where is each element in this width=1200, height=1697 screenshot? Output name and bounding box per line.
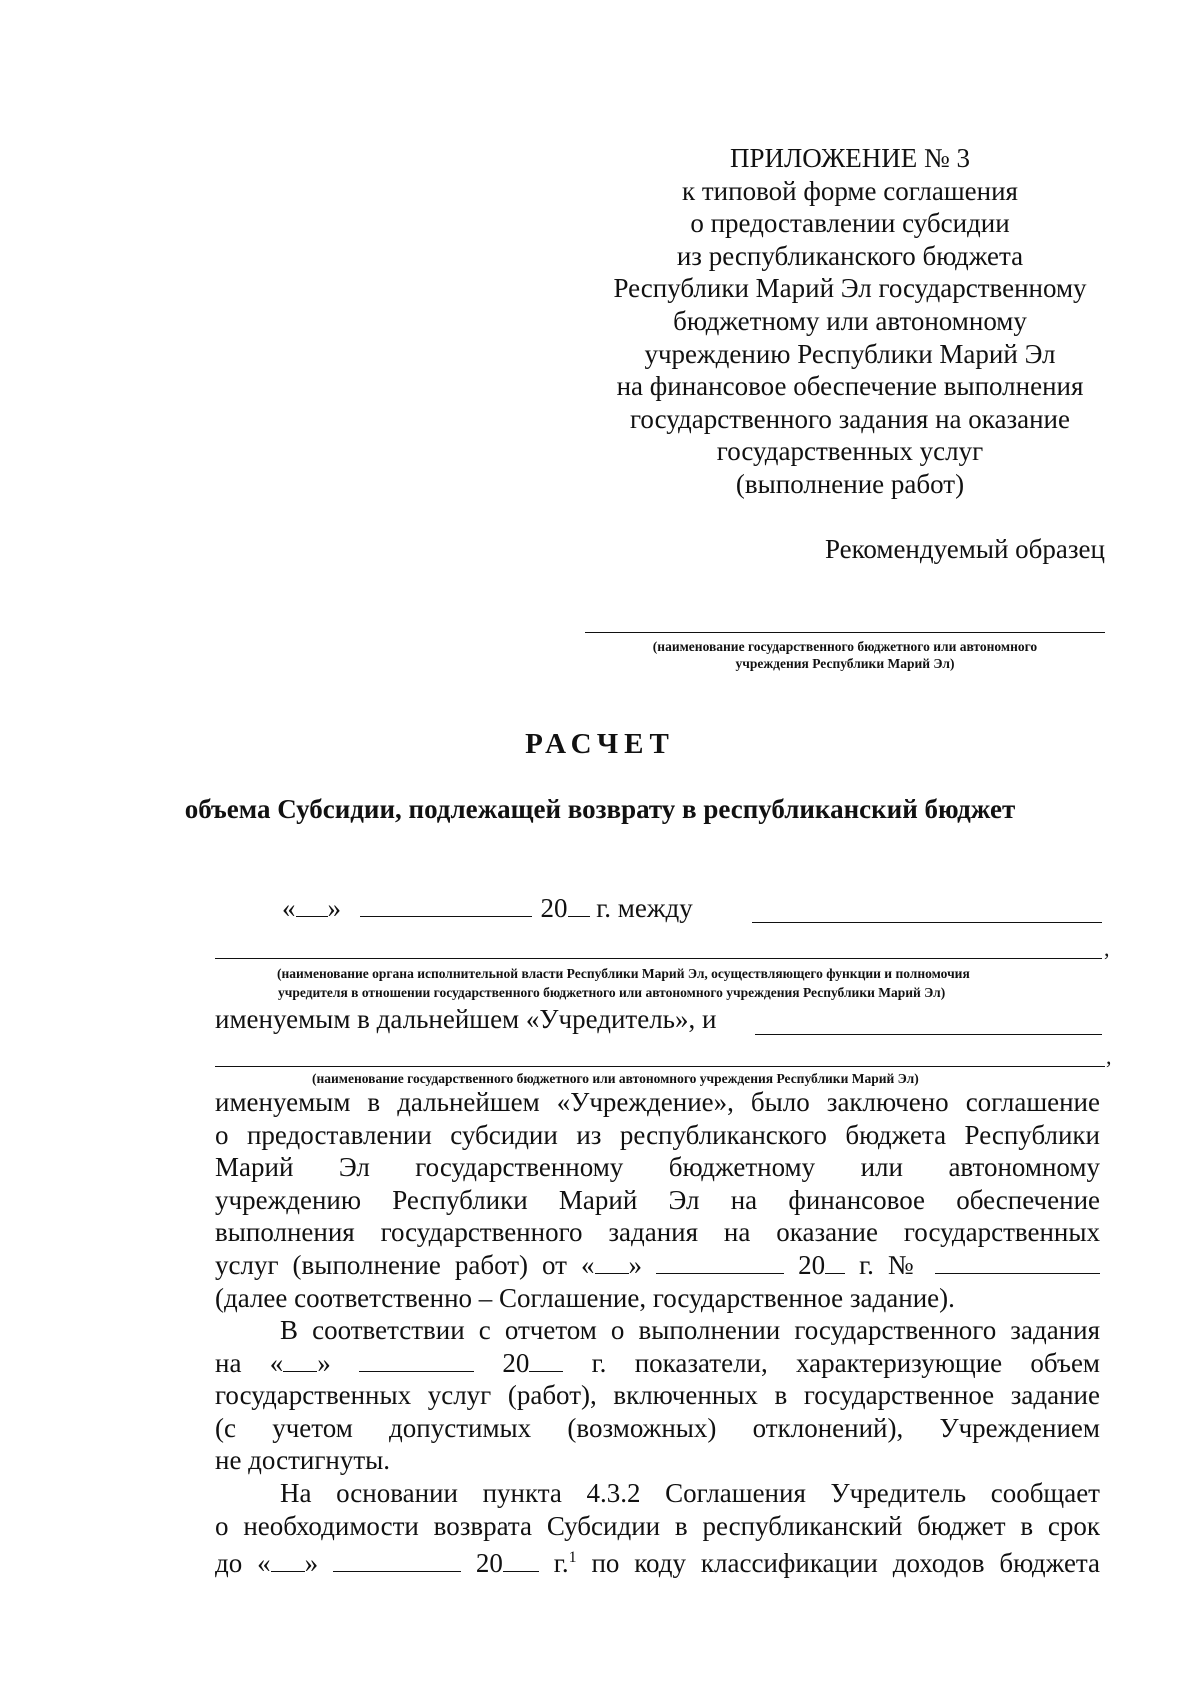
text-segment: г. № (859, 1249, 921, 1280)
appendix-line: на финансовое обеспечение выполнения (616, 371, 1084, 402)
appendix-line: из республиканского бюджета (676, 240, 1024, 271)
report-month-field[interactable] (359, 1347, 474, 1372)
paragraph-return (215, 1477, 1100, 1580)
appendix-line: государственного задания на оказание (630, 403, 1070, 434)
text-segment: » (304, 1548, 319, 1579)
text-line: Марий Эл государственному бюджетному или автономному (215, 1152, 1100, 1183)
appendix-header (575, 142, 1125, 501)
document-title: РАСЧЕТ (525, 728, 675, 760)
text-segment: 20 (475, 1548, 503, 1579)
text-line: учреждению Республики Марий Эл на финансовое обеспечение (215, 1184, 1100, 1215)
text-line (215, 1249, 1100, 1282)
appendix-line: Республики Марий Эл государственному (613, 273, 1087, 304)
text-segment: услуг (выполнение работ) от « (215, 1249, 595, 1280)
text-line: На основании пункта 4.3.2 Соглашения Учредитель сообщает (280, 1478, 1100, 1508)
date-suffix: г. между (596, 893, 693, 923)
date-line (282, 892, 693, 924)
text-segment: г. показатели, характеризующие объем (591, 1347, 1101, 1378)
month-field[interactable] (360, 892, 532, 917)
text-line: государственных услуг (работ), включенных в государственное задание (215, 1380, 1100, 1411)
institution-party-field[interactable] (755, 1034, 1102, 1035)
day-field[interactable] (296, 892, 328, 917)
text-line: выполнения государственного задания на оказание государственных (215, 1217, 1100, 1248)
text-line: В соответствии с отчетом о выполнении государственного задания (280, 1315, 1100, 1345)
text-line: о необходимости возврата Субсидии в республиканский бюджет в срок (215, 1510, 1100, 1541)
text-segment: по коду классификации доходов бюджета (591, 1548, 1101, 1579)
text-segment (554, 1548, 577, 1578)
agreement-month-field[interactable] (656, 1249, 784, 1274)
appendix-line: ПРИЛОЖЕНИЕ № 3 (729, 143, 971, 173)
return-day-field[interactable] (271, 1547, 305, 1572)
party-name-field[interactable] (752, 922, 1102, 923)
institution-caption-2: (наименование государственного бюджетного или автономного учреждения Республики Марий Эл) (312, 1071, 919, 1086)
appendix-line: (выполнение работ) (735, 468, 965, 499)
text-line (215, 1542, 1100, 1580)
text-line (215, 1347, 1100, 1380)
report-day-field[interactable] (283, 1347, 317, 1372)
institution-name-field-2[interactable] (215, 1066, 1105, 1067)
appendix-line: бюджетному или автономному (673, 305, 1027, 336)
text-line: о предоставлении субсидии из республиканского бюджета Республики (215, 1119, 1100, 1150)
appendix-line: о предоставлении субсидии (690, 208, 1010, 239)
text-line: именуемым в дальнейшем «Учреждение», было заключено соглашение (215, 1087, 1100, 1117)
comma: , (1104, 936, 1110, 961)
appendix-line: государственных услуг (716, 436, 984, 467)
text-segment: » (628, 1249, 643, 1280)
report-year-field[interactable] (529, 1347, 563, 1372)
return-year-field[interactable] (503, 1547, 539, 1572)
footnote-marker[interactable]: 1 (568, 1549, 577, 1567)
caption-line: учреждения Республики Марий Эл) (735, 656, 955, 671)
year-abbrev: г. (553, 1548, 569, 1579)
text-line: (с учетом допустимых (возможных) отклонений), Учреждением (215, 1412, 1100, 1443)
paragraph-agreement (215, 1086, 1100, 1314)
year-prefix: 20 (540, 893, 568, 923)
paragraph-report (215, 1314, 1100, 1477)
sample-label: Рекомендуемый образец (824, 534, 1105, 564)
text-line: (далее соответственно – Соглашение, государственное задание). (215, 1282, 955, 1313)
text-segment: 20 (502, 1347, 530, 1378)
quote-close: » (327, 893, 341, 923)
founder-name-field[interactable] (215, 958, 1102, 959)
text-segment: » (317, 1347, 331, 1378)
institution-name-field[interactable] (585, 632, 1105, 633)
institution-name-caption (560, 638, 1130, 672)
text-line: не достигнуты. (215, 1445, 391, 1476)
appendix-line: к типовой форме соглашения (682, 175, 1018, 206)
text-segment: 20 (798, 1249, 826, 1280)
agreement-number-field[interactable] (935, 1249, 1100, 1274)
appendix-line: учреждению Республики Марий Эл (644, 338, 1056, 369)
comma: , (1106, 1044, 1112, 1069)
caption-line: (наименование государственного бюджетного или автономного (652, 639, 1038, 654)
year-field[interactable] (568, 892, 590, 917)
document-subtitle: объема Субсидии, подлежащей возврату в республиканский бюджет (184, 794, 1016, 824)
text-segment: до « (215, 1548, 271, 1579)
founder-caption-2: учредителя в отношении государственного бюджетного или автономного учреждения Республики Марий Эл) (278, 985, 946, 1000)
text-segment: на « (215, 1347, 284, 1378)
quote-open: « (282, 893, 296, 923)
founder-line: именуемым в дальнейшем «Учредитель», и (215, 1004, 717, 1034)
return-month-field[interactable] (333, 1547, 461, 1572)
agreement-year-field[interactable] (825, 1249, 845, 1274)
agreement-day-field[interactable] (595, 1249, 629, 1274)
founder-caption-1: (наименование органа исполнительной власти Республики Марий Эл, осуществляющего функции и полномочия (277, 966, 970, 981)
